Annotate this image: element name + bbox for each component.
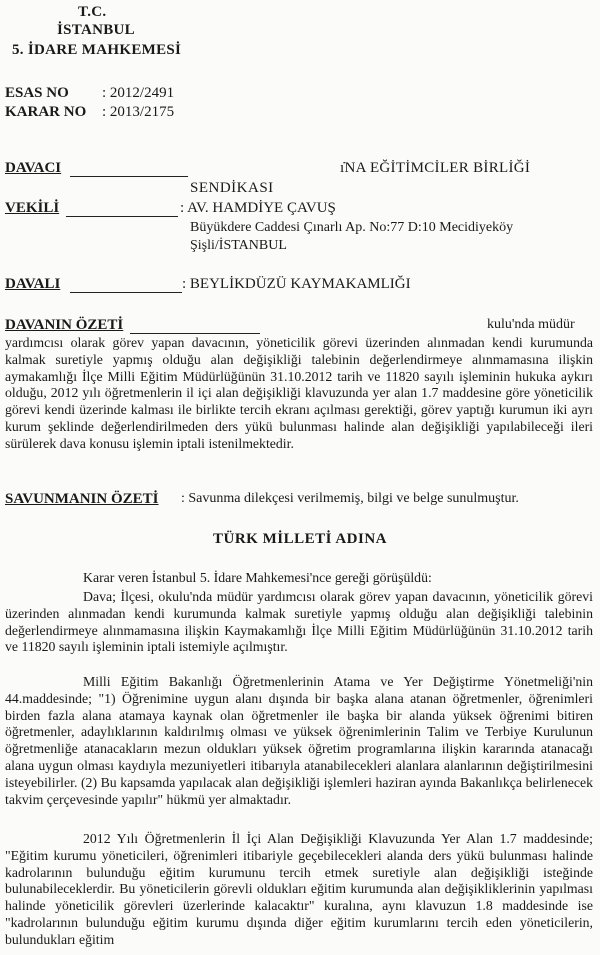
davali-label: DAVALI bbox=[5, 276, 61, 292]
defense-text: : Savunma dilekçesi verilmemiş, bilgi ve belge sunulmuştur. bbox=[181, 491, 519, 506]
header-city: İSTANBUL bbox=[57, 22, 135, 38]
karar-label: KARAR NO bbox=[5, 104, 87, 120]
paragraph-4: 2012 Yılı Öğretmenlerin İl İçi Alan Değişikliği Klavuzunda Yer Alan 1.7 maddesinde; "Eğitim kurumu yöneticileri, öğrenimleri itibariyle geçebilecekleri alanda ders yükü bulunması halinde kadrolarının bulunduğu eğitim kurumunu tercih etmek suretiyle alan değişikliği isteğinde bulunabileceklerdir. Bu yöneticilerin görevli oldukları eğitim kurumunda alan değişikliklerinin yapılması halinde yöneticilik görevleri üzerlerinde kalacaktır" kuralına, aynı klavuzun 1.8 maddesinde ise "kadrolarının bulunduğu eğitim kurumu dışında diğer eğitim kurumlarını tercih eden yöneticilerin, bulundukları eğitim bbox=[5, 831, 593, 947]
vekili-address-2: Şişli/İSTANBUL bbox=[190, 238, 287, 253]
davali-value: : BEYLİKDÜZÜ KAYMAKAMLIĞI bbox=[182, 276, 411, 292]
vekili-underline bbox=[66, 216, 178, 217]
header-court: 5. İDARE MAHKEMESİ bbox=[12, 42, 182, 58]
header-tc: T.C. bbox=[78, 4, 107, 20]
summary-label: DAVANIN ÖZETİ bbox=[5, 317, 124, 333]
paragraph-3: Milli Eğitim Bakanlığı Öğretmenlerinin Atama ve Yer Değiştirme Yönetmeliği'nin 44.maddesinde; "1) Öğrenimine uygun alanı dışında bir başka alana atanan öğretmenler, öğrenimleri birden fazla alana atamaya kaynak olan öğretmenler ile başka bir alanda yüksek öğrenimi bitiren öğretmenler, adaylıklarının kaldırılmış olması ve yüksek öğrenimlerinin Talim ve Terbiye Kurulunun öğretmenliğe atanacakların mezun oldukları yüksek öğretim programlarına ilişkin kararında atanacağı alana uygun olması kaydıyla mezuniyetleri itibarıyla atanabilecekleri alanlara alanlarının değiştirilmesini isteyebilirler. (2) Bu kapsamda yapılacak alan değişikliği işlemleri haziran ayında Bakanlıkça belirlenecek takvim çerçevesinde yapılır" hükmü yer almaktadır. bbox=[5, 674, 593, 807]
vekili-label: VEKİLİ bbox=[5, 200, 60, 216]
davaci-underline bbox=[70, 176, 188, 177]
decision-title: TÜRK MİLLETİ ADINA bbox=[212, 531, 388, 547]
vekili-address-1: Büyükdere Caddesi Çınarlı Ap. No:77 D:10 Mecidiyeköy bbox=[190, 220, 514, 235]
karar-value: : 2013/2175 bbox=[102, 104, 175, 120]
defense-label: SAVUNMANIN ÖZETİ bbox=[5, 491, 159, 507]
davaci-value-1: ı̇NA EĞİTİMCİLER BİRLİĞİ bbox=[340, 160, 531, 176]
davaci-value-2: SENDİKASI bbox=[190, 180, 274, 196]
davali-underline bbox=[70, 292, 182, 293]
davaci-label: DAVACI bbox=[5, 160, 62, 176]
summary-underline bbox=[130, 333, 260, 334]
paragraph-2: Dava; İlçesi, okulu'nda müdür yardımcısı olarak görev yapan davacının, yöneticilik görevi üzerinden alınmadan kendi kurumunda kalmak suretiyle yapmış olduğu alan değişikliği talebinin değerlendirmeye alınmamasına ilişkin Kaymakamlığı İlçe Milli Eğitim Müdürlüğünün 31.10.2012 tarih ve 11820 sayılı işleminin iptali istemiyle açılmıştır. bbox=[5, 589, 593, 655]
summary-text: yardımcısı olarak görev yapan davacının, yöneticilik görevi üzerinden alınmadan kendi kurumunda kalmak suretiyle yapmış olduğu alan değişikliği talebinin değerlendirmeye alınmamasına ilişkin aymakamlığı İlçe Milli Eğitim Müdürlüğünün 31.10.2012 tarih ve 11820 sayılı işleminin hukuka aykırı olduğu, 2012 yılı öğretmenlerin il içi alan değişikliği klavuzunda yer alan 1.7 maddesine göre yöneticilik görevi kendi üzerinde kalması ile birlikte tercih ekranı açılması gerektiği, görev yaptığı kurumun iki ayrı kurum şeklinde değerlendirilmeden ders yükü bulunması halinde alan değişikliği yapılabileceği ileri sürülerek dava konusu işlemin iptali istenilmektedir. bbox=[5, 335, 593, 451]
summary-first-line-tail: kulu'nda müdür bbox=[487, 317, 575, 332]
vekili-value: : AV. HAMDİYE ÇAVUŞ bbox=[180, 200, 336, 216]
paragraph-1: Karar veren İstanbul 5. İdare Mahkemesi'nce gereği görüşüldü: bbox=[83, 570, 432, 585]
esas-label: ESAS NO bbox=[5, 85, 69, 101]
esas-value: : 2012/2491 bbox=[102, 85, 175, 101]
